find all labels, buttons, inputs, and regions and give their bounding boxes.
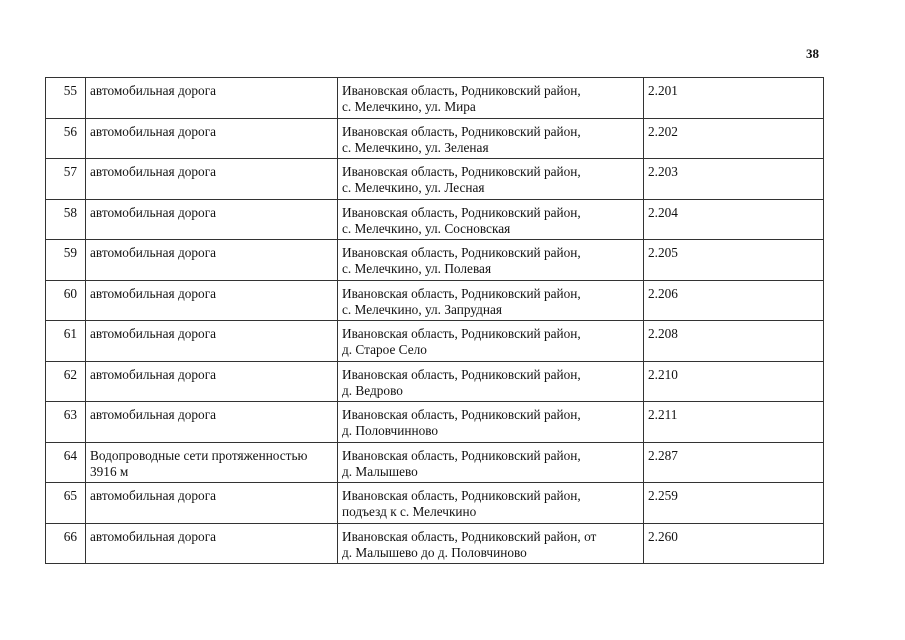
object-name: автомобильная дорога (86, 118, 338, 159)
row-number: 64 (46, 442, 86, 483)
object-name: автомобильная дорога (86, 402, 338, 443)
table-row (46, 402, 824, 443)
address-line-2: с. Мелечкино, ул. Запрудная (342, 301, 503, 317)
table-row (46, 78, 824, 119)
address-line-2: д. Малышево до д. Половчиново (342, 544, 527, 560)
object-name: автомобильная дорога (86, 78, 338, 119)
address-line-1: Ивановская область, Родниковский район, (342, 488, 581, 503)
address-line-2: д. Ведрово (342, 382, 403, 398)
object-address (338, 523, 644, 564)
object-name: автомобильная дорога (86, 361, 338, 402)
address-line-1: Ивановская область, Родниковский район, (342, 326, 581, 341)
object-address (338, 402, 644, 443)
table-row (46, 280, 824, 321)
object-name: автомобильная дорога (86, 280, 338, 321)
row-number: 66 (46, 523, 86, 564)
address-line-1: Ивановская область, Родниковский район, от (342, 528, 597, 544)
object-address (338, 78, 644, 119)
row-number: 56 (46, 118, 86, 159)
object-name: автомобильная дорога (86, 523, 338, 564)
object-code: 2.259 (644, 483, 824, 524)
address-line-1: Ивановская область, Родниковский район, (342, 204, 581, 220)
table-row (46, 321, 824, 362)
row-number: 55 (46, 78, 86, 119)
table-row (46, 483, 824, 524)
object-code: 2.211 (644, 402, 824, 443)
address-line-1: Ивановская область, Родниковский район, (342, 447, 581, 463)
address-line-1: Ивановская область, Родниковский район, (342, 245, 581, 260)
object-name: автомобильная дорога (86, 483, 338, 524)
address-line-1: Ивановская область, Родниковский район, (342, 407, 581, 422)
table-row (46, 442, 824, 483)
address-line-2: с. Мелечкино, ул. Лесная (342, 180, 485, 195)
row-number: 63 (46, 402, 86, 443)
object-name: Водопроводные сети протяженностью 3916 м (86, 442, 338, 483)
object-address (338, 361, 644, 402)
object-name: автомобильная дорога (86, 240, 338, 281)
object-code: 2.203 (644, 159, 824, 200)
table-row (46, 159, 824, 200)
address-line-2: с. Мелечкино, ул. Полевая (342, 261, 492, 276)
address-line-2: с. Мелечкино, ул. Сосновская (342, 220, 511, 236)
object-code: 2.201 (644, 78, 824, 119)
object-code: 2.210 (644, 361, 824, 402)
address-line-1: Ивановская область, Родниковский район, (342, 83, 581, 98)
object-name: автомобильная дорога (86, 321, 338, 362)
object-code: 2.287 (644, 442, 824, 483)
object-address (338, 118, 644, 159)
object-address (338, 483, 644, 524)
row-number: 59 (46, 240, 86, 281)
table-row (46, 199, 824, 240)
table-row (46, 118, 824, 159)
row-number: 57 (46, 159, 86, 200)
table-row (46, 240, 824, 281)
row-number: 62 (46, 361, 86, 402)
row-number: 58 (46, 199, 86, 240)
address-line-1: Ивановская область, Родниковский район, (342, 366, 581, 382)
address-line-2: с. Мелечкино, ул. Мира (342, 99, 476, 114)
address-line-1: Ивановская область, Родниковский район, (342, 123, 581, 139)
object-code: 2.202 (644, 118, 824, 159)
page-number: 38 (806, 46, 819, 61)
object-code: 2.260 (644, 523, 824, 564)
object-address (338, 240, 644, 281)
table-row (46, 361, 824, 402)
address-line-2: д. Старое Село (342, 342, 427, 357)
property-table (45, 77, 824, 564)
object-address (338, 321, 644, 362)
object-address (338, 159, 644, 200)
address-line-1: Ивановская область, Родниковский район, (342, 285, 581, 301)
object-address (338, 199, 644, 240)
address-line-1: Ивановская область, Родниковский район, (342, 164, 581, 179)
object-code: 2.206 (644, 280, 824, 321)
object-code: 2.208 (644, 321, 824, 362)
row-number: 60 (46, 280, 86, 321)
address-line-2: д. Половчинново (342, 423, 439, 438)
address-line-2: д. Малышево (342, 463, 418, 479)
address-line-2: с. Мелечкино, ул. Зеленая (342, 139, 489, 155)
row-number: 61 (46, 321, 86, 362)
object-address (338, 442, 644, 483)
address-line-2: подъезд к с. Мелечкино (342, 504, 477, 519)
object-address (338, 280, 644, 321)
object-name: автомобильная дорога (86, 199, 338, 240)
table-row (46, 523, 824, 564)
row-number: 65 (46, 483, 86, 524)
object-code: 2.204 (644, 199, 824, 240)
object-code: 2.205 (644, 240, 824, 281)
object-name: автомобильная дорога (86, 159, 338, 200)
